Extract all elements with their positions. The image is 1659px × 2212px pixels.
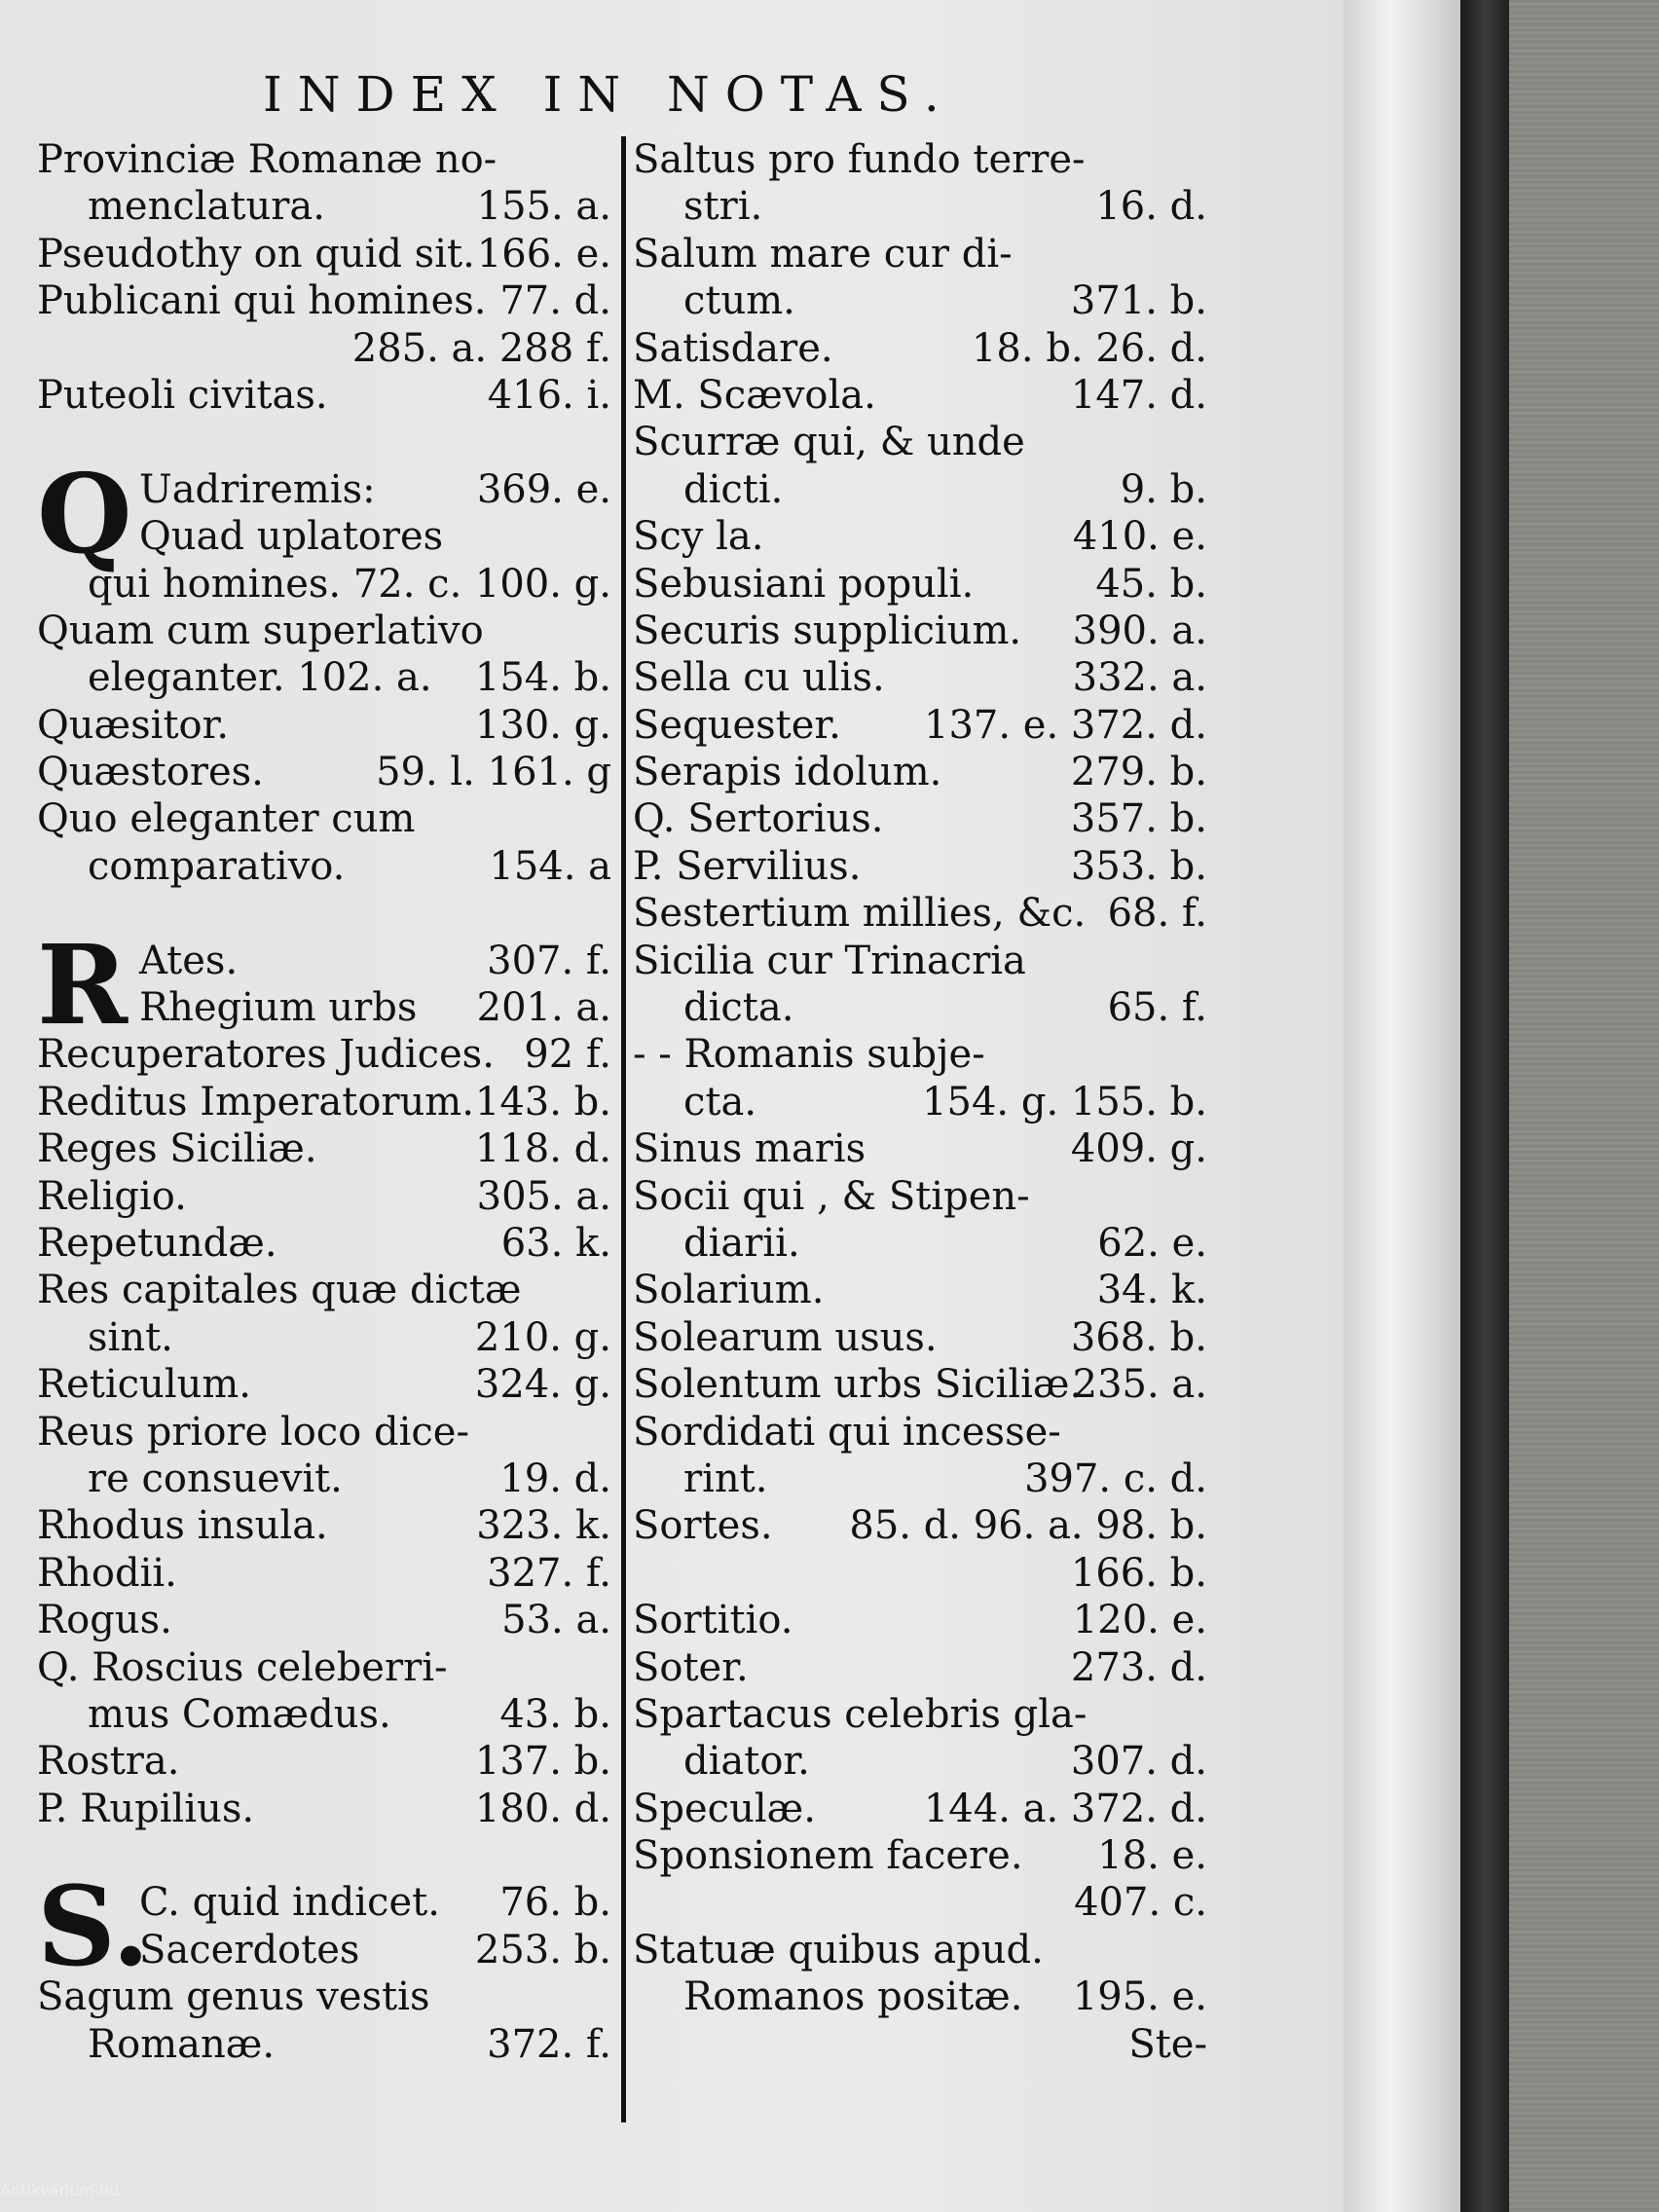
index-entry	[633, 419, 1207, 465]
entry-reference: 9. b.	[1120, 466, 1207, 512]
index-entry	[37, 136, 611, 183]
entry-term: Recuperatores Judices.	[37, 1032, 495, 1078]
entry-term: Quad uplatores	[139, 514, 444, 560]
index-entry	[633, 1173, 1207, 1220]
drop-cap: R	[37, 921, 129, 1050]
entry-term: Sponsionem facere.	[633, 1833, 1023, 1879]
entry-term: cta.	[683, 1079, 757, 1124]
drop-cap: S.	[37, 1863, 150, 1992]
index-entry	[37, 795, 611, 842]
index-entry	[633, 183, 1207, 230]
entry-term: rint.	[683, 1456, 768, 1501]
entry-term: Puteoli civitas.	[37, 372, 328, 418]
entry-reference: 143. b.	[474, 1079, 611, 1124]
entry-reference: 253. b.	[474, 1927, 611, 1972]
entry-term: Rostra.	[37, 1739, 180, 1785]
index-entry	[37, 1079, 611, 1125]
entry-term: dicta.	[683, 985, 794, 1031]
index-entry	[37, 183, 611, 230]
entry-reference: 118. d.	[474, 1126, 611, 1172]
index-entry	[633, 1220, 1207, 1267]
index-entry	[633, 702, 1207, 749]
entry-reference: 368. b.	[1070, 1314, 1207, 1360]
index-entry	[633, 890, 1207, 937]
entry-reference: 407. c.	[1074, 1880, 1207, 1926]
entry-term: Solarium.	[633, 1268, 825, 1313]
entry-reference: 65. f.	[1107, 985, 1207, 1031]
entry-term: Sagum genus vestis	[37, 1974, 430, 2020]
entry-term: menclatura.	[88, 184, 325, 230]
entry-term: Satisdare.	[633, 325, 833, 371]
index-entry	[37, 1031, 611, 1078]
entry-term: Q. Roscius celeberri-	[37, 1644, 448, 1690]
index-entry	[37, 654, 611, 701]
index-entry	[633, 1644, 1207, 1691]
entry-term: Romanæ.	[88, 2021, 276, 2067]
entry-term: Rogus.	[37, 1598, 172, 1643]
index-entry	[37, 277, 611, 324]
entry-term: Salum mare cur di-	[633, 231, 1013, 276]
entry-reference: 195. e.	[1072, 1974, 1207, 2020]
entry-term: Saltus pro fundo terre-	[633, 137, 1086, 182]
index-entry	[633, 1550, 1207, 1597]
entry-reference: 59. l. 161. g	[376, 750, 611, 795]
entry-reference: 154. b.	[474, 655, 611, 701]
entry-reference: 397. c. d.	[1024, 1456, 1207, 1501]
index-entry	[633, 1832, 1207, 1879]
index-entry	[633, 1125, 1207, 1172]
index-entry	[37, 1220, 611, 1267]
entry-term: qui homines. 72. c.	[88, 561, 462, 607]
entry-term: Sebusiani populi.	[633, 561, 975, 607]
entry-reference: 166. b.	[1070, 1550, 1207, 1596]
entry-term: Res capitales quæ dictæ	[37, 1268, 522, 1313]
entry-term: Securis supplicium.	[633, 608, 1022, 653]
watermark: Antikvarium.hu	[0, 2181, 120, 2199]
entry-term: diator.	[683, 1739, 810, 1785]
index-entry	[633, 1691, 1207, 1738]
entry-term: Sequester.	[633, 702, 841, 748]
entry-term: Solentum urbs Siciliæ.	[633, 1362, 1083, 1408]
entry-reference: 85. d. 96. a. 98. b.	[849, 1503, 1207, 1549]
entry-term: Sacerdotes	[139, 1927, 360, 1972]
entry-term: Soter.	[633, 1644, 749, 1690]
index-entry	[37, 1456, 611, 1502]
entry-term: Speculæ.	[633, 1786, 816, 1831]
entry-term: Sortitio.	[633, 1598, 793, 1643]
entry-term: mus Comædus.	[88, 1691, 391, 1737]
index-entry	[633, 513, 1207, 560]
entry-reference: 63. k.	[500, 1220, 611, 1266]
entry-term: Spartacus celebris gla-	[633, 1691, 1088, 1737]
entry-term: Quæstores.	[37, 750, 264, 795]
index-entry	[633, 1361, 1207, 1408]
entry-reference: 18. b. 26. d.	[971, 325, 1207, 371]
index-entry	[37, 1502, 611, 1549]
entry-reference: 154. g. 155. b.	[922, 1079, 1207, 1124]
entry-term: Sella cu ulis.	[633, 655, 885, 701]
entry-term: Reus priore loco dice-	[37, 1409, 469, 1455]
index-entry	[633, 938, 1207, 984]
index-entry	[37, 1738, 611, 1785]
index-entry	[633, 1314, 1207, 1361]
entry-reference: Ste-	[1128, 2021, 1207, 2067]
right-column	[633, 136, 1207, 2068]
entry-reference: 137. e. 372. d.	[924, 702, 1207, 748]
index-entry	[633, 795, 1207, 842]
entry-reference: 353. b.	[1070, 843, 1207, 889]
entry-term: Sestertium millies, &c.	[633, 891, 1087, 937]
entry-term: Publicani qui homines.	[37, 278, 487, 324]
index-entry	[37, 2021, 611, 2068]
index-entry	[633, 466, 1207, 513]
index-entry	[633, 749, 1207, 795]
entry-reference: 34. k.	[1096, 1268, 1207, 1313]
entry-reference: 137. b.	[474, 1739, 611, 1785]
cover-cloth	[1509, 0, 1659, 2212]
entry-reference: 68. f.	[1107, 891, 1207, 937]
entry-term: Reticulum.	[37, 1362, 252, 1408]
entry-reference: 371. b.	[1070, 278, 1207, 324]
index-entry	[37, 1409, 611, 1456]
index-entry	[633, 1786, 1207, 1832]
entry-reference: 305. a.	[476, 1173, 611, 1219]
index-entry	[37, 561, 611, 608]
index-entry	[37, 749, 611, 795]
entry-reference: 45. b.	[1095, 561, 1207, 607]
entry-reference: 323. k.	[476, 1503, 611, 1549]
entry-term: C. quid indicet.	[139, 1880, 440, 1926]
entry-reference: 273. d.	[1070, 1644, 1207, 1690]
entry-term: Scurræ qui, & unde	[633, 420, 1025, 465]
index-entry	[37, 372, 611, 419]
entry-reference: 324. g.	[474, 1362, 611, 1408]
entry-term: Q. Sertorius.	[633, 796, 884, 842]
index-entry	[633, 231, 1207, 277]
index-entry	[633, 1502, 1207, 1549]
index-entry	[37, 1173, 611, 1220]
index-entry	[633, 2021, 1207, 2068]
entry-reference: 307. d.	[1070, 1739, 1207, 1785]
index-entry	[37, 1691, 611, 1738]
entry-reference: 410. e.	[1072, 514, 1207, 560]
index-entry	[37, 1786, 611, 1832]
entry-reference: 416. i.	[487, 372, 611, 418]
entry-reference: 372. f.	[487, 2021, 611, 2067]
index-entry	[37, 513, 611, 560]
index-entry	[633, 1738, 1207, 1785]
column-divider	[621, 136, 626, 2122]
entry-term: Serapis idolum.	[633, 750, 942, 795]
entry-term: Romanos positæ.	[683, 1974, 1023, 2020]
entry-reference: 130. g.	[474, 702, 611, 748]
entry-reference: 307. f.	[487, 938, 611, 983]
entry-term: Sortes.	[633, 1503, 773, 1549]
index-entry	[37, 1125, 611, 1172]
entry-reference: 180. d.	[474, 1786, 611, 1831]
index-entry	[633, 136, 1207, 183]
entry-reference: 357. b.	[1070, 796, 1207, 842]
entry-term: comparativo.	[88, 843, 346, 889]
entry-term: Uadriremis:	[139, 466, 376, 512]
entry-reference: 76. b.	[499, 1880, 611, 1926]
entry-term: Rhegium urbs	[139, 985, 418, 1031]
entry-term: Quo eleganter cum	[37, 796, 416, 842]
entry-term: Statuæ quibus apud.	[633, 1927, 1044, 1972]
entry-term: Sinus maris	[633, 1126, 866, 1172]
entry-term: P. Servilius.	[633, 843, 862, 889]
page-edge	[1344, 0, 1460, 2212]
entry-term: Religio.	[37, 1173, 187, 1219]
index-entry	[633, 561, 1207, 608]
entry-term: Reditus Imperatorum.	[37, 1079, 474, 1124]
entry-reference: 327. f.	[487, 1550, 611, 1596]
index-entry	[37, 608, 611, 654]
entry-term: P. Rupilius.	[37, 1786, 255, 1831]
entry-reference: 332. a.	[1072, 655, 1207, 701]
index-entry	[37, 325, 611, 372]
index-entry	[633, 372, 1207, 419]
index-entry	[37, 1644, 611, 1691]
entry-reference: 43. b.	[499, 1691, 611, 1737]
entry-term: stri.	[683, 184, 763, 230]
entry-reference: 16. d.	[1095, 184, 1207, 230]
entry-term: Repetundæ.	[37, 1220, 277, 1266]
entry-reference: 285. a. 288 f.	[351, 325, 611, 371]
index-entry	[37, 1550, 611, 1597]
index-entry	[37, 1314, 611, 1361]
index-entry	[633, 1031, 1207, 1078]
index-entry	[633, 325, 1207, 372]
entry-reference: 19. d.	[499, 1456, 611, 1501]
entry-reference: 409. g.	[1070, 1126, 1207, 1172]
entry-term: Quam cum superlativo	[37, 608, 484, 653]
entry-term: Pseudothy on quid sit.	[37, 231, 475, 276]
index-entry	[633, 1456, 1207, 1502]
index-entry	[633, 984, 1207, 1031]
entry-term: Reges Siciliæ.	[37, 1126, 317, 1172]
entry-term: dicti.	[683, 466, 784, 512]
index-entry	[37, 984, 611, 1031]
entry-reference: 210. g.	[474, 1314, 611, 1360]
entry-term: ctum.	[683, 278, 795, 324]
index-entry	[37, 1927, 611, 1973]
entry-term: Quæsitor.	[37, 702, 230, 748]
entry-reference: 369. e.	[476, 466, 611, 512]
index-entry	[633, 1597, 1207, 1643]
entry-reference: 390. a.	[1072, 608, 1207, 653]
entry-term: Socii qui , & Stipen-	[633, 1173, 1030, 1219]
left-column	[37, 136, 611, 2068]
entry-reference: 62. e.	[1097, 1220, 1207, 1266]
entry-term: - - Romanis subje-	[633, 1032, 985, 1078]
entry-term: eleganter. 102. a.	[88, 655, 432, 701]
entry-reference: 147. d.	[1070, 372, 1207, 418]
entry-term: Rhodii.	[37, 1550, 177, 1596]
entry-term: Provinciæ Romanæ no-	[37, 137, 498, 182]
index-entry	[633, 1267, 1207, 1313]
book-binding	[1460, 0, 1509, 2212]
entry-reference: 100. g.	[474, 561, 611, 607]
index-entry	[633, 654, 1207, 701]
index-entry	[37, 1973, 611, 2020]
index-entry	[37, 1361, 611, 1408]
entry-term: M. Scævola.	[633, 372, 876, 418]
drop-cap: Q	[37, 450, 132, 578]
index-entry	[633, 1079, 1207, 1125]
entry-reference: 77. d.	[499, 278, 611, 324]
entry-term: Ates.	[139, 938, 239, 983]
entry-reference: 155. a.	[476, 184, 611, 230]
entry-term: Sordidati qui incesse-	[633, 1409, 1061, 1455]
entry-term: Rhodus insula.	[37, 1503, 328, 1549]
index-entry	[37, 702, 611, 749]
page-title: INDEX IN NOTAS.	[263, 66, 955, 123]
index-entry	[37, 843, 611, 890]
index-entry	[633, 1879, 1207, 1926]
entry-reference: 144. a. 372. d.	[923, 1786, 1207, 1831]
entry-reference: 201. a.	[476, 985, 611, 1031]
index-entry	[633, 1927, 1207, 1973]
index-entry	[633, 277, 1207, 324]
index-entry	[633, 1409, 1207, 1456]
entry-reference: 92 f.	[524, 1032, 611, 1078]
entry-reference: 235. a.	[1072, 1362, 1207, 1408]
index-entry	[37, 1267, 611, 1313]
entry-reference: 18. e.	[1097, 1833, 1207, 1879]
entry-reference: 279. b.	[1070, 750, 1207, 795]
index-entry	[633, 843, 1207, 890]
entry-reference: 120. e.	[1072, 1598, 1207, 1643]
entry-reference: 154. a	[489, 843, 611, 889]
entry-term: sint.	[88, 1314, 173, 1360]
entry-term: Sicilia cur Trinacria	[633, 938, 1026, 983]
index-entry	[37, 1597, 611, 1643]
index-entry	[37, 231, 611, 277]
entry-reference: 166. e.	[476, 231, 611, 276]
entry-term: re consuevit.	[88, 1456, 343, 1501]
entry-term: diarii.	[683, 1220, 800, 1266]
index-entry	[633, 608, 1207, 654]
index-entry	[633, 1973, 1207, 2020]
entry-reference: 53. a.	[501, 1598, 611, 1643]
entry-term: Scy la.	[633, 514, 764, 560]
entry-term: Solearum usus.	[633, 1314, 938, 1360]
